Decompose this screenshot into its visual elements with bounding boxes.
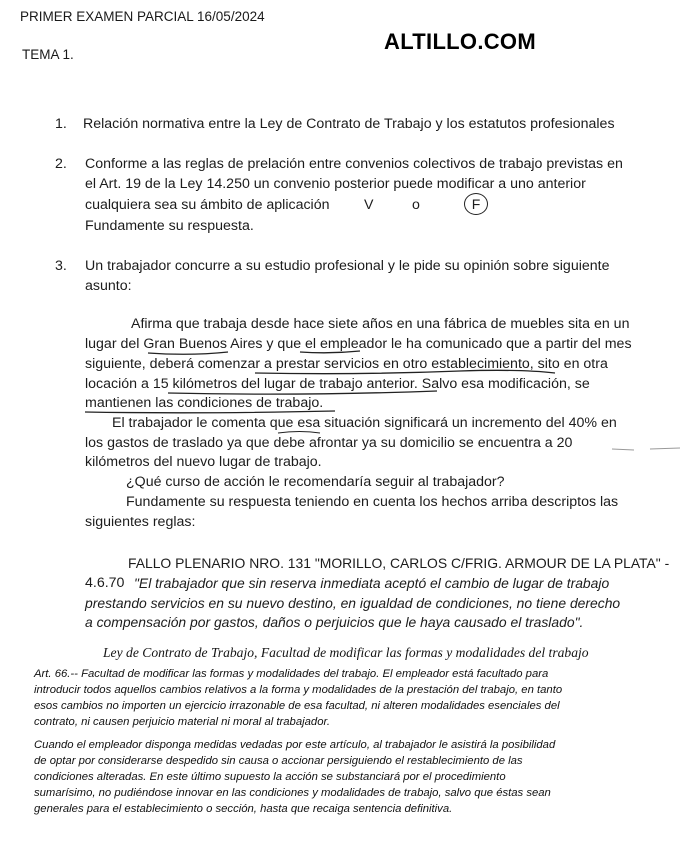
art66-line2: introducir todos aquellos cambios relativos a la forma y modalidades de la prestación del trabajo, en tanto bbox=[34, 684, 563, 696]
q3-number: 3. bbox=[55, 258, 67, 274]
fallo-quote-line3: a compensación por gastos, daños o perjuicios que le haya causado el traslado". bbox=[85, 614, 584, 630]
q3-line2: asunto: bbox=[85, 278, 132, 294]
q1-text: Relación normativa entre la Ley de Contrato de Trabajo y los estatutos profesionales bbox=[83, 116, 615, 132]
art66-line1: Art. 66.-- Facultad de modificar las formas y modalidades del trabajo. El empleador está facultado para bbox=[34, 668, 549, 680]
q2-line4: Fundamente su respuesta. bbox=[85, 218, 254, 234]
q2-line3: cualquiera sea su ámbito de aplicación bbox=[85, 197, 330, 213]
q3-p1-line4: locación a 15 kilómetros del lugar de trabajo anterior. Salvo esa modificación, se bbox=[85, 376, 590, 392]
q3-p1-line3: siguiente, deberá comenzar a prestar servicios en otro establecimiento, sito en otra bbox=[85, 356, 608, 372]
art66-line4: contrato, ni causen perjuicio material ni moral al trabajador. bbox=[34, 716, 330, 728]
q3-p2-line2: los gastos de traslado ya que debe afrontar ya su domicilio se encuentra a 20 bbox=[85, 435, 573, 451]
art66-par2-line1: Cuando el empleador disponga medidas vedadas por este artículo, al trabajador le asistirá la posibilidad bbox=[34, 739, 556, 751]
q3-p1-line5: mantienen las condiciones de trabajo. bbox=[85, 395, 324, 411]
q2-option-f: F bbox=[464, 193, 488, 215]
art66-par2-line3: condiciones alteradas. En este último supuesto la acción se substanciará por el procedimiento bbox=[34, 771, 506, 783]
q3-fund-line1: Fundamente su respuesta teniendo en cuenta los hechos arriba descriptos las bbox=[126, 494, 619, 510]
q3-p2-line3: kilómetros del nuevo lugar de trabajo. bbox=[85, 454, 322, 470]
lct-title: Ley de Contrato de Trabajo, Facultad de modificar las formas y modalidades del trabajo bbox=[103, 645, 589, 660]
q2-line2: el Art. 19 de la Ley 14.250 un convenio posterior puede modificar a uno anterior bbox=[85, 176, 586, 192]
fallo-heading: FALLO PLENARIO NRO. 131 "MORILLO, CARLOS C/FRIG. ARMOUR DE LA PLATA" - bbox=[128, 555, 670, 571]
fallo-quote-line1: "El trabajador que sin reserva inmediata aceptó el cambio de lugar de trabajo bbox=[134, 575, 610, 591]
q3-p1-line2: lugar del Gran Buenos Aires y que el empleador le ha comunicado que a partir del mes bbox=[85, 336, 632, 352]
q2-line1: Conforme a las reglas de prelación entre convenios colectivos de trabajo previstas en bbox=[85, 156, 623, 172]
art66-par2-line5: generales para el establecimiento o sección, hasta que recaiga sentencia definitiva. bbox=[34, 803, 453, 815]
q3-p2-line1: El trabajador le comenta que esa situación significará un incremento del 40% en bbox=[112, 415, 617, 431]
q2-option-o: o bbox=[412, 197, 420, 213]
fallo-quote-line2: prestando servicios en su nuevo destino, en igualdad de condiciones, no tiene derecho bbox=[85, 595, 621, 611]
q2-number: 2. bbox=[55, 156, 67, 172]
q2-option-v: V bbox=[364, 197, 374, 213]
q3-line1: Un trabajador concurre a su estudio profesional y le pide su opinión sobre siguiente bbox=[85, 258, 610, 274]
brand-logo-text: ALTILLO.COM bbox=[384, 29, 536, 54]
tema-label: TEMA 1. bbox=[22, 47, 74, 62]
q3-fund-line2: siguientes reglas: bbox=[85, 514, 196, 530]
exam-title: PRIMER EXAMEN PARCIAL 16/05/2024 bbox=[20, 9, 265, 24]
q3-p1-line1: Afirma que trabaja desde hace siete años en una fábrica de muebles sita en un bbox=[131, 316, 630, 332]
q3-question: ¿Qué curso de acción le recomendaría seguir al trabajador? bbox=[126, 474, 505, 490]
art66-par2-line4: sumarísimo, no pudiéndose innovar en las condiciones y modalidades de trabajo, salvo que éstas sean bbox=[34, 787, 551, 799]
art66-line3: esos cambios no importen un ejercicio irrazonable de esa facultad, ni alteren modalidades esenciales del bbox=[34, 700, 560, 712]
art66-par2-line2: de optar por considerarse despedido sin causa o accionar persiguiendo el restablecimiento de las bbox=[34, 755, 523, 767]
fallo-date: 4.6.70 bbox=[85, 575, 125, 591]
q1-number: 1. bbox=[55, 116, 67, 132]
